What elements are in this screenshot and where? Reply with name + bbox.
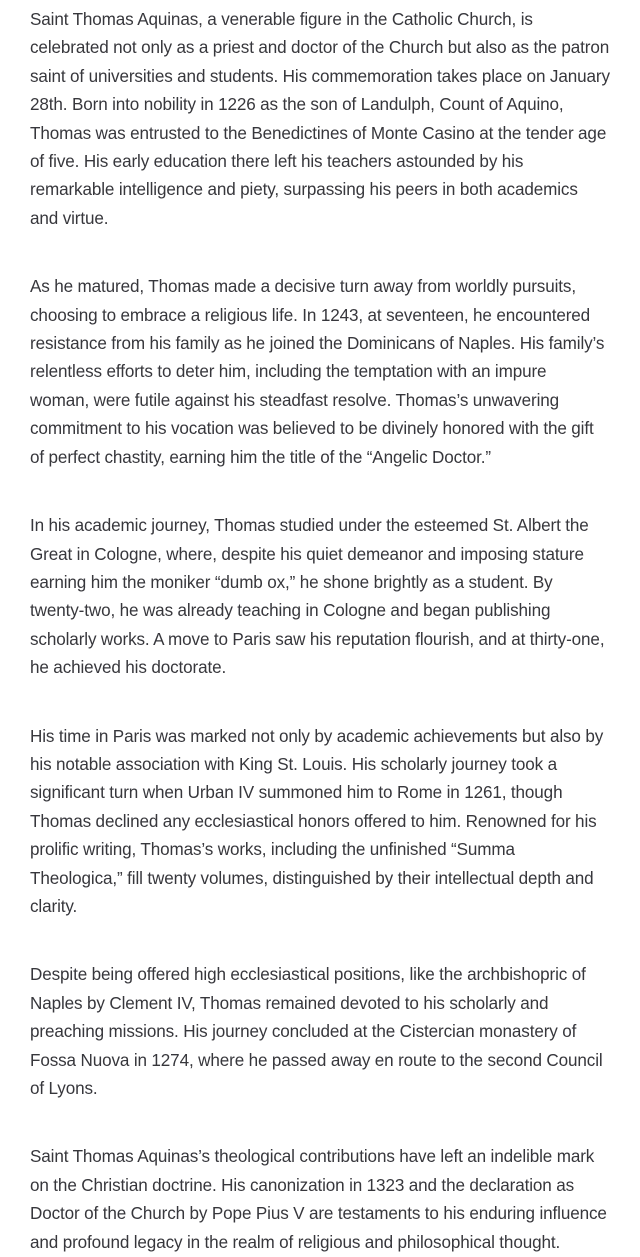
paragraph: In his academic journey, Thomas studied under the esteemed St. Albert the Great in Cologne, where, despite his quiet demeanor and imposing stature earning him the moniker “dumb ox,” he shone brightly as a student. By twenty-two, he was already teaching in Cologne and began publishing scholarly works. A move to Paris saw his reputation flourish, and at thirty-one, he achieved his doctorate. bbox=[30, 516, 605, 678]
paragraph: As he matured, Thomas made a decisive turn away from worldly pursuits, choosing to embrace a religious life. In 1243, at seventeen, he encountered resistance from his family as he joined the Dominicans of Naples. His family’s relentless efforts to deter him, including the temptation with an impure woman, were futile against his steadfast resolve. Thomas’s unwavering commitment to his vocation was believed to be divinely honored with the gift of perfect chastity, earning him the title of the “Angelic Doctor.” bbox=[30, 277, 605, 467]
article-body bbox=[30, 0, 610, 1257]
paragraph: Despite being offered high ecclesiastical positions, like the archbishopric of Naples by Clement IV, Thomas remained devoted to his scholarly and preaching missions. His journey concluded at the Cistercian monastery of Fossa Nuova in 1274, where he passed away en route to the second Council of Lyons. bbox=[30, 965, 603, 1098]
paragraph: His time in Paris was marked not only by academic achievements but also by his notable association with King St. Louis. His scholarly journey took a significant turn when Urban IV summoned him to Rome in 1261, though Thomas declined any ecclesiastical honors offered to him. Renowned for his prolific writing, Thomas’s works, including the unfinished “Summa Theologica,” fill twenty volumes, distinguished by their intellectual depth and clarity. bbox=[30, 726, 604, 916]
paragraph: Saint Thomas Aquinas, a venerable figure in the Catholic Church, is celebrated not only as a priest and doctor of the Church but also as the patron saint of universities and students. His commemoration takes place on January 28th. Born into nobility in 1226 as the son of Landulph, Count of Aquino, Thomas was entrusted to the Benedictines of Monte Casino at the tender age of five. His early education there left his teachers astounded by his remarkable intelligence and piety, surpassing his peers in both academics and virtue. bbox=[30, 10, 610, 228]
paragraph: Saint Thomas Aquinas’s theological contributions have left an indelible mark on the Christian doctrine. His canonization in 1323 and the declaration as Doctor of the Church by Pope Pius V are testaments to his enduring influence and profound legacy in the realm of religious and philosophical thought. bbox=[30, 1147, 607, 1252]
